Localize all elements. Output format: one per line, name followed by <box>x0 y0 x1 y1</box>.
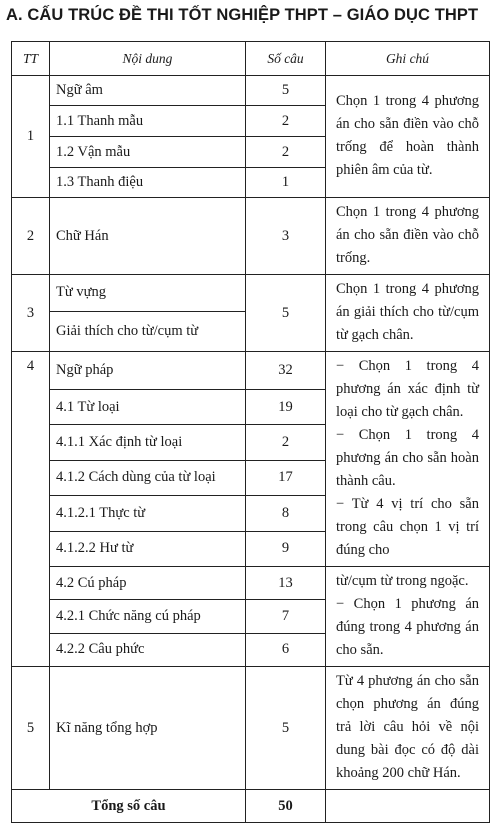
header-count: Số câu <box>246 42 326 76</box>
total-row <box>12 790 490 823</box>
table-row <box>12 275 490 312</box>
header-content: Nội dung <box>50 42 246 76</box>
content-cell: Ngữ pháp <box>50 352 246 390</box>
section-number: 3 <box>12 275 50 352</box>
content-cell: 1.1 Thanh mẫu <box>50 106 246 137</box>
content-cell: 4.1.2 Cách dùng của từ loại <box>50 460 246 495</box>
section-number: 5 <box>12 667 50 790</box>
note-cell: Từ 4 phương án cho sẵn chọn phương án đúng trả lời câu hỏi về nội dung bài đọc có độ dài khoảng 200 chữ Hán. <box>326 667 490 790</box>
count-cell: 32 <box>246 352 326 390</box>
total-count: 50 <box>246 790 326 823</box>
count-cell: 8 <box>246 496 326 531</box>
table-row <box>12 198 490 275</box>
count-cell: 5 <box>246 76 326 106</box>
empty-tt-cell <box>12 567 50 667</box>
content-cell: 4.2.1 Chức năng cú pháp <box>50 600 246 633</box>
count-cell: 5 <box>246 667 326 790</box>
table-row <box>12 567 490 600</box>
content-cell: 1.3 Thanh điệu <box>50 168 246 198</box>
content-cell: 4.2.2 Câu phức <box>50 633 246 666</box>
count-cell: 2 <box>246 106 326 137</box>
note-paragraph: − Từ 4 vị trí cho sẵn trong câu chọn 1 vị trí đúng cho <box>336 496 479 558</box>
total-note-empty <box>326 790 490 823</box>
section-number: 1 <box>12 76 50 198</box>
page-title: A. CẤU TRÚC ĐỀ THI TỐT NGHIỆP THPT – GIÁO DỤC THPT <box>6 6 479 24</box>
count-cell: 2 <box>246 137 326 168</box>
content-cell: 4.1.2.2 Hư từ <box>50 531 246 566</box>
header-note: Ghi chú <box>326 42 490 76</box>
content-cell: 4.2 Cú pháp <box>50 567 246 600</box>
count-cell: 1 <box>246 168 326 198</box>
content-cell: Kĩ năng tổng hợp <box>50 667 246 790</box>
content-cell: Giải thích cho từ/cụm từ <box>50 311 246 351</box>
table-row <box>12 352 490 390</box>
content-cell: 4.1.2.1 Thực từ <box>50 496 246 531</box>
content-cell: 1.2 Vận mẫu <box>50 137 246 168</box>
note-cell: Chọn 1 trong 4 phương án cho sẵn điền vào chỗ trống để hoàn thành phiên âm của từ. <box>326 76 490 198</box>
table-row <box>12 76 490 106</box>
count-cell: 3 <box>246 198 326 275</box>
count-cell: 7 <box>246 600 326 633</box>
note-cell <box>326 567 490 667</box>
note-cell: Chọn 1 trong 4 phương án cho sẵn điền vào chỗ trống. <box>326 198 490 275</box>
note-paragraph: − Chọn 1 phương án đúng trong 4 phương án cho sẵn. <box>336 596 479 658</box>
note-paragraph: từ/cụm từ trong ngoặc. <box>336 573 469 589</box>
total-label: Tổng số câu <box>12 790 246 823</box>
count-cell: 6 <box>246 633 326 666</box>
table-header-row <box>12 42 490 76</box>
table-row <box>12 667 490 790</box>
count-cell: 13 <box>246 567 326 600</box>
note-cell <box>326 352 490 567</box>
exam-structure-table <box>11 41 490 823</box>
note-paragraph: − Chọn 1 trong 4 phương án cho sẵn hoàn thành câu. <box>336 427 479 489</box>
header-tt: TT <box>12 42 50 76</box>
content-cell: Chữ Hán <box>50 198 246 275</box>
count-cell: 17 <box>246 460 326 495</box>
count-cell: 9 <box>246 531 326 566</box>
section-number: 4 <box>12 352 50 567</box>
content-cell: Từ vựng <box>50 275 246 312</box>
content-cell: Ngữ âm <box>50 76 246 106</box>
count-cell: 5 <box>246 275 326 352</box>
note-cell: Chọn 1 trong 4 phương án giải thích cho từ/cụm từ gạch chân. <box>326 275 490 352</box>
count-cell: 2 <box>246 425 326 460</box>
note-paragraph: − Chọn 1 trong 4 phương án xác định từ loại cho từ gạch chân. <box>336 358 479 420</box>
section-number: 2 <box>12 198 50 275</box>
count-cell: 19 <box>246 389 326 424</box>
content-cell: 4.1.1 Xác định từ loại <box>50 425 246 460</box>
content-cell: 4.1 Từ loại <box>50 389 246 424</box>
